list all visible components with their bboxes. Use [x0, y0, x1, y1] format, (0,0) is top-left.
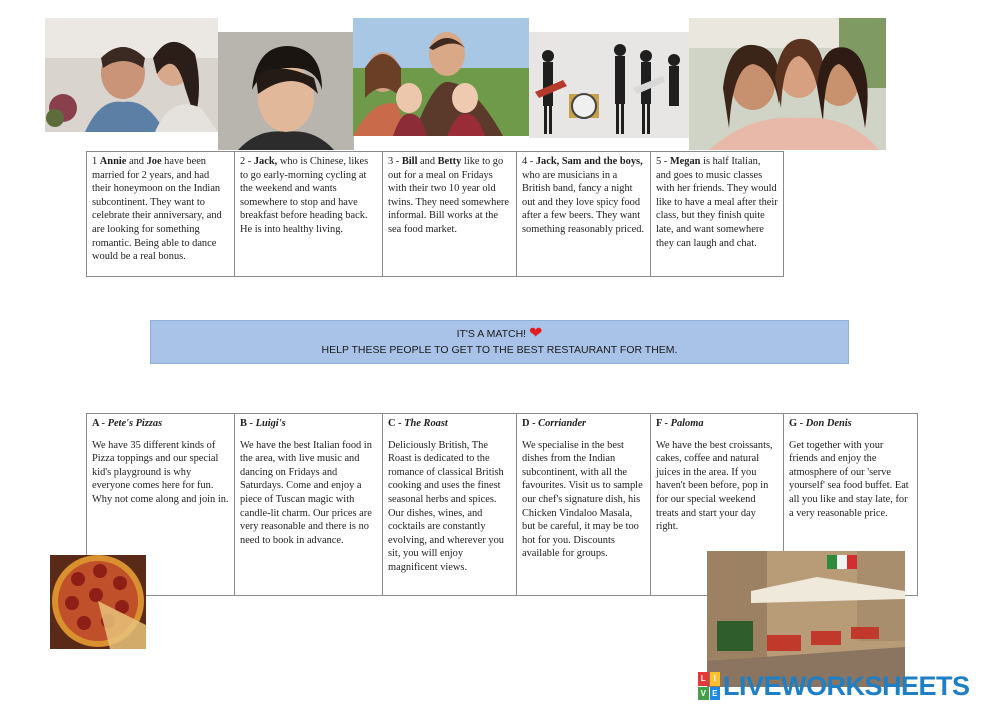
person-cell-4: 4 - Jack, Sam and the boys, who are musicians in a British band, fancy a night out and they love spicy food after a few beers. They want something reasonably priced. [517, 152, 651, 277]
band-photo [529, 32, 689, 138]
restaurant-title: G - Don Denis [789, 418, 852, 429]
person-cell-1: 1 Annie and Joe have been married for 2 years, and had their honeymoon on the Indian subcontinent. They want to celebrate their anniversary, and are looking for something romantic. Being able to dance would be a real bonus. [87, 152, 235, 277]
restaurant-cell-d: D - Corriander We specialise in the best dishes from the Indian subcontinent, with all the favourites. Visit us to sample our chef's signature dish, his Chicken Vindaloo Masala, but be careful, it may be too hot for you. Discounts available for groups. [517, 414, 651, 596]
friends-photo [689, 18, 886, 150]
banner-line-2: HELP THESE PEOPLE TO GET TO THE BEST RESTAURANT FOR THEM. [321, 344, 678, 356]
heart-icon: ❤ [529, 325, 543, 342]
street-restaurant-photo [707, 551, 905, 687]
liveworksheets-logo-icon: L I V E [698, 672, 720, 700]
person-cell-2: 2 - Jack, who is Chinese, likes to go early-morning cycling at the weekend and wants somewhere to stop and have breakfast before heading back. He is into healthy living. [235, 152, 383, 277]
young-man-photo [218, 32, 354, 150]
couple-photo [45, 18, 218, 132]
banner-line-1: IT'S A MATCH! ❤ [456, 325, 543, 342]
restaurant-cell-b: B - Luigi's We have the best Italian food in the area, with live music and dancing on Fridays and Saturdays. Come and enjoy a piece of Tuscan magic with candle-lit charm. Our prices are very reasonable and there is no need to book in advance. [235, 414, 383, 596]
restaurant-cell-g: G - Don Denis Get together with your friends and enjoy the atmosphere of our 'serve yourself' sea food buffet. Eat all you like and stay late, for a very reasonable price. [784, 414, 918, 596]
person-cell-5: 5 - Megan is half Italian, and goes to music classes with her friends. They would like to have a meal after their class, but they finish quite late, and want somewhere they can laugh and chat. [651, 152, 784, 277]
restaurant-title: C - The Roast [388, 418, 448, 429]
person-cell-3: 3 - Bill and Betty like to go out for a meal on Fridays with their two 10 year old twins. They need somewhere informal. Bill works at the sea food market. [383, 152, 517, 277]
restaurant-title: D - Corriander [522, 418, 587, 429]
table-row [87, 152, 784, 277]
restaurant-cell-c: C - The Roast Deliciously British, The Roast is dedicated to the romance of classical British cooking and uses the finest seasonal herbs and spices. Our dishes, wines, and cocktails are constantly evolving, and wherever you sit, you will enjoy magnificent views. [383, 414, 517, 596]
restaurant-title: B - Luigi's [240, 418, 286, 429]
family-photo [353, 18, 529, 136]
match-banner [150, 320, 849, 364]
pizza-photo [50, 555, 146, 649]
restaurant-cell-f: F - Paloma We have the best croissants, cakes, coffee and natural juices in the area. If you haven't been before, pop in for our special weekend treats and start your day right. [651, 414, 784, 596]
restaurant-title: F - Paloma [656, 418, 704, 429]
people-table [86, 151, 784, 277]
logo-text: LIVEWORKSHEETS [723, 670, 970, 701]
liveworksheets-logo [698, 670, 970, 702]
restaurant-cell-a: A - Pete's Pizzas We have 35 different kinds of Pizza toppings and our special kid's playground is why everyone comes here for fun. Why not come along and join in. [87, 414, 235, 596]
restaurant-title: A - Pete's Pizzas [92, 418, 163, 429]
